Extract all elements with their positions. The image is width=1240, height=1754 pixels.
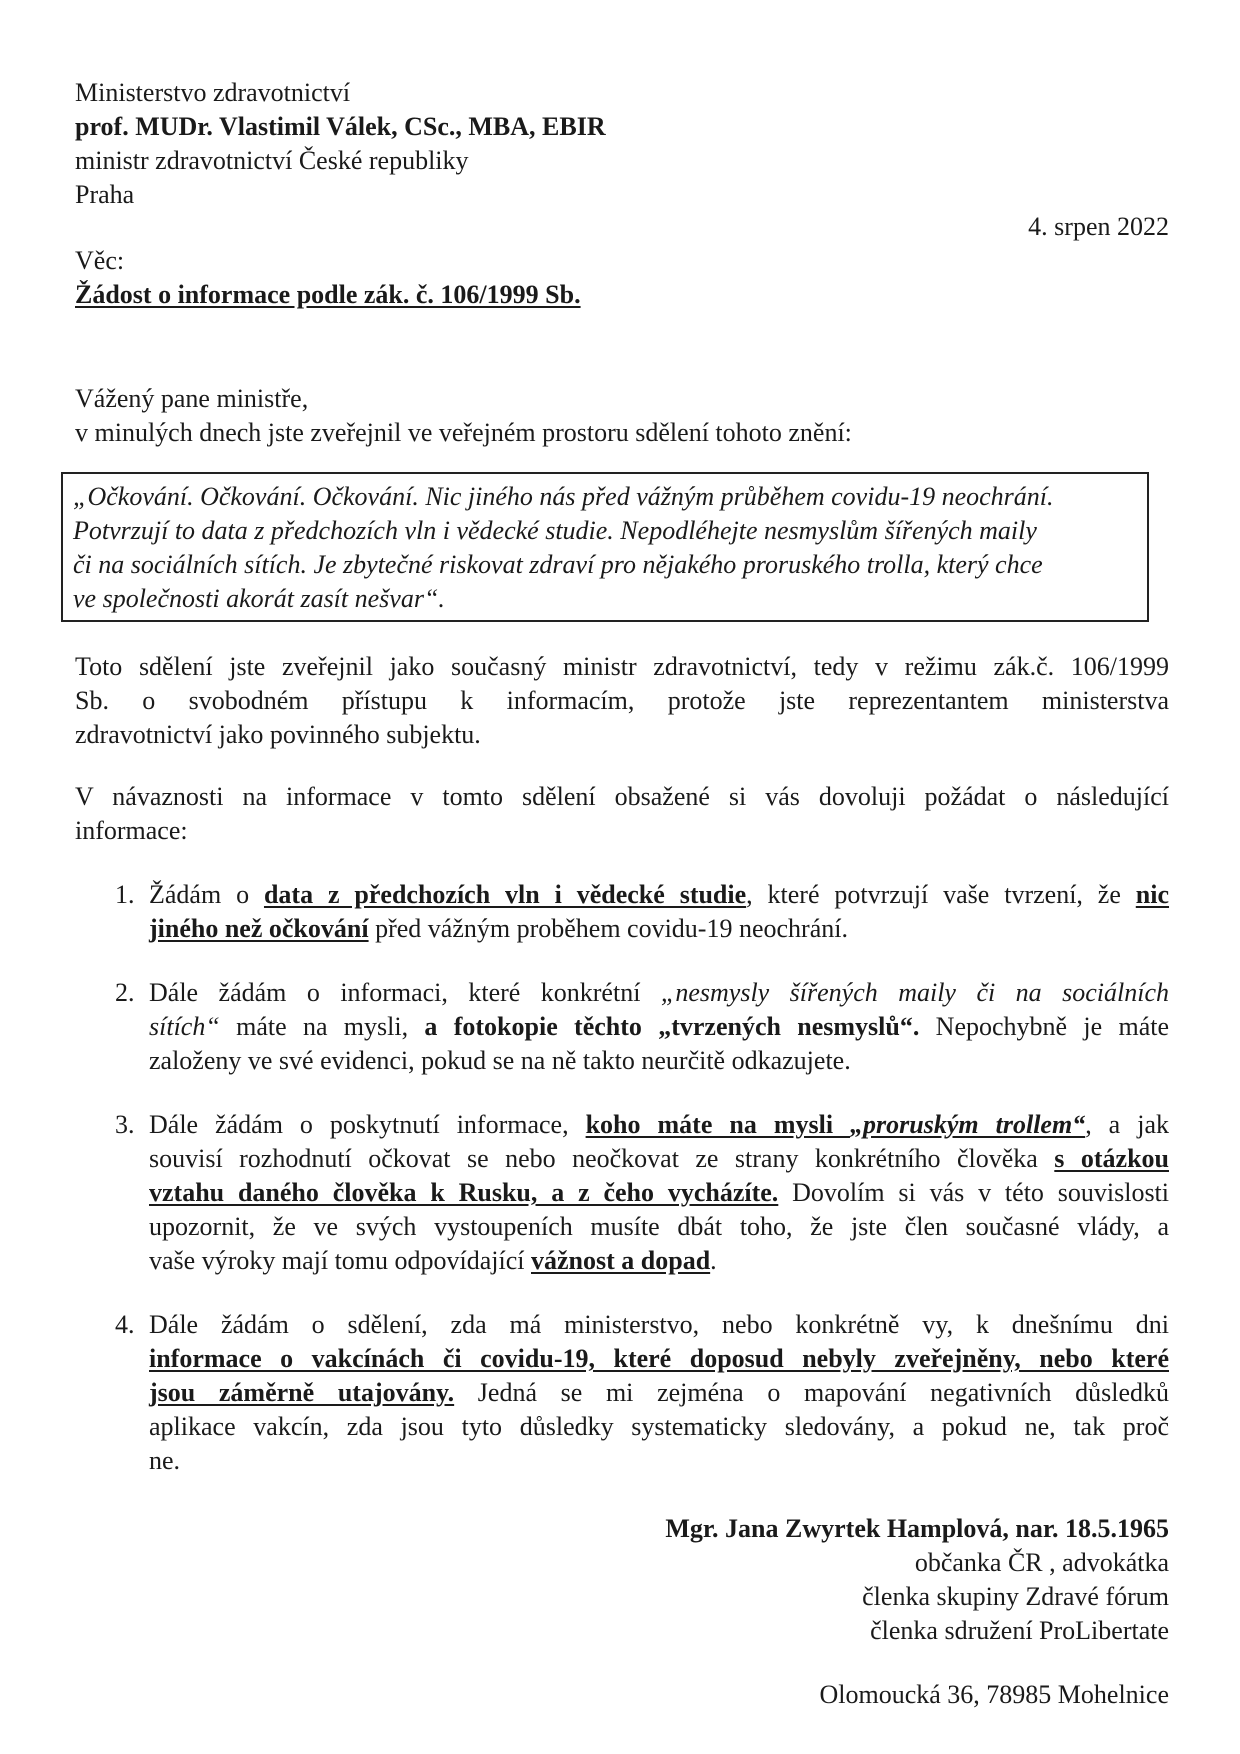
text-run: Nepochybně je máte [919, 1012, 1169, 1041]
item-number: 4. [115, 1310, 135, 1339]
signature-line: občanka ČR , advokátka [914, 1548, 1169, 1577]
paragraph-line: V návaznosti na informace v tomto sdělení obsažené si vás dovoluji požádat o následující [75, 782, 1169, 811]
recipient-role: ministr zdravotnictví České republiky [75, 146, 469, 175]
subject-title: Žádost o informace podle zák. č. 106/1999 Sb. [75, 280, 581, 309]
italic-run: „nesmysly šířených maily či na sociálních [660, 978, 1169, 1007]
subject-block [75, 244, 1169, 312]
quote-line: ve společnosti akorát zasít nešvar“. [73, 584, 445, 613]
signature-name: Mgr. Jana Zwyrtek Hamplová, nar. 18.5.1965 [665, 1514, 1169, 1543]
text-run: vaše výroky mají tomu odpovídající [149, 1246, 531, 1275]
emphasis-run: s otázkou [1054, 1144, 1169, 1173]
text-run: Žádám o [149, 880, 264, 909]
item-line [149, 1108, 1169, 1142]
text-run: před vážným proběhem covidu-19 neochrání. [368, 914, 848, 943]
text-run: , a jak [1085, 1110, 1169, 1139]
item-line [149, 912, 1169, 946]
text-run: , které potvrzují vaše tvrzení, že [746, 880, 1136, 909]
recipient-org: Ministerstvo zdravotnictví [75, 78, 351, 107]
text-run: máte na mysli, [219, 1012, 425, 1041]
bold-run: a fotokopie těchto „tvrzených nesmyslů“. [424, 1012, 920, 1041]
item-line: Dále žádám o sdělení, zda má ministerstvo, nebo konkrétně vy, k dnešnímu dni [149, 1310, 1169, 1339]
quote-line: či na sociálních sítích. Je zbytečné riskovat zdraví pro nějakého proruského trolla, který chce [73, 550, 1043, 579]
request-item-4 [75, 1308, 1169, 1478]
quote-line: „Očkování. Očkování. Očkování. Nic jiného nás před vážným průběhem covidu-19 neochrání. [73, 482, 1054, 511]
salutation-text: Vážený pane ministře, [75, 384, 309, 413]
item-line: informace o vakcínách či covidu-19, které doposud nebyly zveřejněny, nebo které [149, 1344, 1169, 1373]
request-item-2 [75, 976, 1169, 1078]
paragraph-context [75, 650, 1169, 752]
request-item-3 [75, 1108, 1169, 1278]
text-run: souvisí rozhodnutí očkovat se nebo neočkovat ze strany konkrétního člověka [149, 1144, 1055, 1173]
emphasis-run: data z předchozích vln i vědecké studie [263, 880, 747, 909]
text-run: . [710, 1246, 717, 1275]
item-line: založeny ve své evidenci, pokud se na ně takto neurčitě odkazujete. [149, 1046, 851, 1075]
sender-address: Olomoucká 36, 78985 Mohelnice [819, 1680, 1169, 1709]
item-line [149, 1010, 1169, 1044]
signature-line: členka skupiny Zdravé fórum [862, 1582, 1169, 1611]
paragraph-request-intro [75, 780, 1169, 848]
emphasis-run: jiného než očkování [149, 914, 369, 943]
item-line: upozornit, že ve svých vystoupeních musíte dbát toho, že jste člen současné vlády, a [149, 1212, 1169, 1241]
text-run: Dále žádám o informaci, které konkrétní [149, 978, 661, 1007]
item-line [149, 1376, 1169, 1410]
quote-line: Potvrzují to data z předchozích vln i vědecké studie. Nepodléhejte nesmyslům šířených maily [73, 516, 1037, 545]
recipient-name: prof. MUDr. Vlastimil Válek, CSc., MBA, EBIR [75, 112, 606, 141]
emphasis-run: „proruským trollem“ [850, 1110, 1086, 1139]
emphasis-run: nic [1135, 880, 1170, 909]
item-number: 1. [115, 880, 135, 909]
paragraph-line: Sb. o svobodném přístupu k informacím, protože jste reprezentantem ministerstva [75, 686, 1169, 715]
letter-page [75, 76, 1169, 1712]
item-line [149, 1244, 1169, 1278]
item-line [149, 878, 1169, 912]
recipient-city: Praha [75, 180, 135, 209]
text-run: Dále žádám o poskytnutí informace, [149, 1110, 586, 1139]
item-line: ne. [149, 1446, 181, 1475]
emphasis-run: jsou záměrně utajovány. [149, 1378, 455, 1407]
intro-text: v minulých dnech jste zveřejnil ve veřejném prostoru sdělení tohoto znění: [75, 418, 852, 447]
salutation [75, 382, 1169, 450]
text-run: Jedná se mi zejména o mapování negativních důsledků [454, 1378, 1169, 1407]
quoted-statement-box [61, 472, 1149, 622]
recipient-block [75, 76, 1169, 212]
emphasis-run: vážnost a dopad [531, 1246, 711, 1275]
item-line [149, 976, 1169, 1010]
item-number: 3. [115, 1110, 135, 1139]
signature-block [75, 1512, 1169, 1648]
italic-run: sítích“ [149, 1012, 220, 1041]
item-line: aplikace vakcín, zda jsou tyto důsledky systematicky sledovány, a pokud ne, tak proč [149, 1412, 1169, 1441]
signature-line: členka sdružení ProLibertate [870, 1616, 1169, 1645]
item-line [149, 1176, 1169, 1210]
paragraph-line: informace: [75, 816, 188, 845]
request-list [75, 878, 1169, 1478]
emphasis-run: koho máte na mysli [585, 1110, 851, 1139]
paragraph-line: Toto sdělení jste zveřejnil jako současný ministr zdravotnictví, tedy v režimu zák.č. 106/1999 [75, 652, 1169, 681]
text-run: Dovolím si vás v této souvislosti [778, 1178, 1170, 1207]
request-item-1 [75, 878, 1169, 946]
subject-label: Věc: [75, 246, 125, 275]
emphasis-run: vztahu daného člověka k Rusku, a z čeho vycházíte. [149, 1178, 779, 1207]
letter-date: 4. srpen 2022 [1028, 212, 1169, 241]
item-number: 2. [115, 978, 135, 1007]
item-line [149, 1142, 1169, 1176]
paragraph-line: zdravotnictví jako povinného subjektu. [75, 720, 481, 749]
